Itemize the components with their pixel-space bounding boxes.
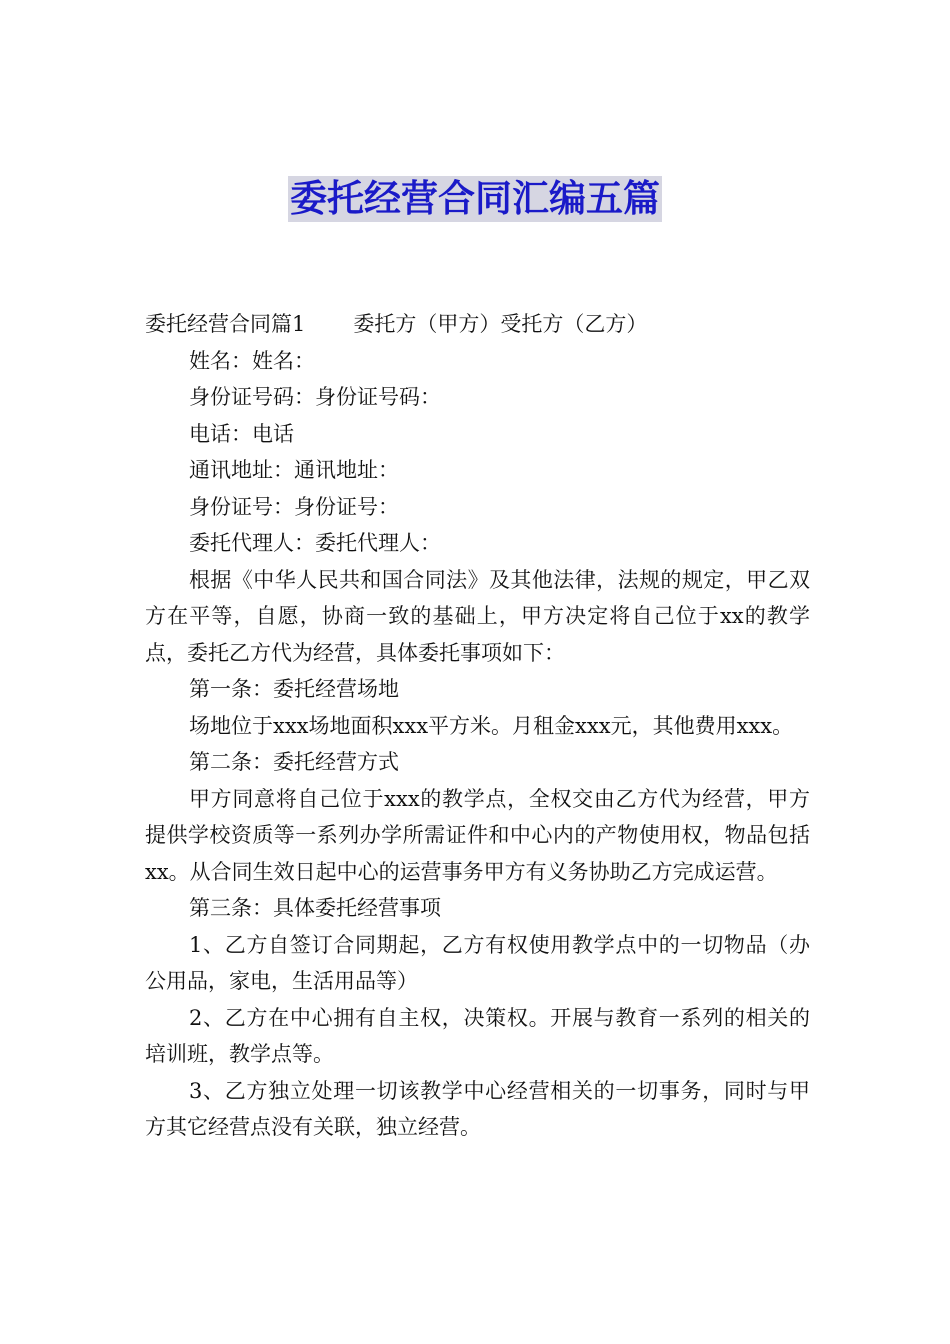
article-2-body: 甲方同意将自己位于xxx的教学点，全权交由乙方代为经营，甲方提供学校资质等一系列办学所需证件和中心内的产物使用权，物品包括xx。从合同生效日起中心的运营事务甲方有义务协助乙方完成运营。 <box>145 786 810 884</box>
article-1-heading: 第一条：委托经营场地 <box>189 677 399 701</box>
contract-heading: 委托经营合同篇1 <box>145 312 306 336</box>
article-3-item-2: 2、乙方在中心拥有自主权，决策权。开展与教育一系列的相关的培训班，教学点等。 <box>145 1005 810 1066</box>
paragraph-preamble: 根据《中华人民共和国合同法》及其他法律，法规的规定，甲乙双方在平等，自愿，协商一致的基础上，甲方决定将自己位于xx的教学点，委托乙方代为经营，具体委托事项如下： <box>145 567 810 665</box>
paragraph-phone: 电话：电话 <box>189 421 294 446</box>
article-3-item-1: 1、乙方自签订合同期起，乙方有权使用教学点中的一切物品（办公用品，家电，生活用品等） <box>145 932 810 993</box>
paragraph-name: 姓名：姓名： <box>189 348 315 373</box>
article-3-heading: 第三条：具体委托经营事项 <box>189 896 441 920</box>
parties-heading: 委托方（甲方）受托方（乙方） <box>353 312 648 336</box>
article-3-item-3: 3、乙方独立处理一切该教学中心经营相关的一切事务，同时与甲方其它经营点没有关联，独立经营。 <box>145 1078 810 1139</box>
paragraph-agent: 委托代理人：委托代理人： <box>189 531 441 555</box>
article-2-heading: 第二条：委托经营方式 <box>189 750 399 774</box>
contract-heading-line <box>145 306 810 343</box>
article-1-body: 场地位于xxx场地面积xxx平方米。月租金xxx元，其他费用xxx。 <box>189 713 794 738</box>
document-title: 委托经营合同汇编五篇 <box>290 177 660 220</box>
title-container <box>0 176 950 222</box>
paragraph-id-card: 身份证号：身份证号： <box>189 494 399 519</box>
paragraph-id-number: 身份证号码：身份证号码： <box>189 385 441 409</box>
document-body <box>145 306 810 1146</box>
paragraph-address: 通讯地址：通讯地址： <box>189 458 399 482</box>
